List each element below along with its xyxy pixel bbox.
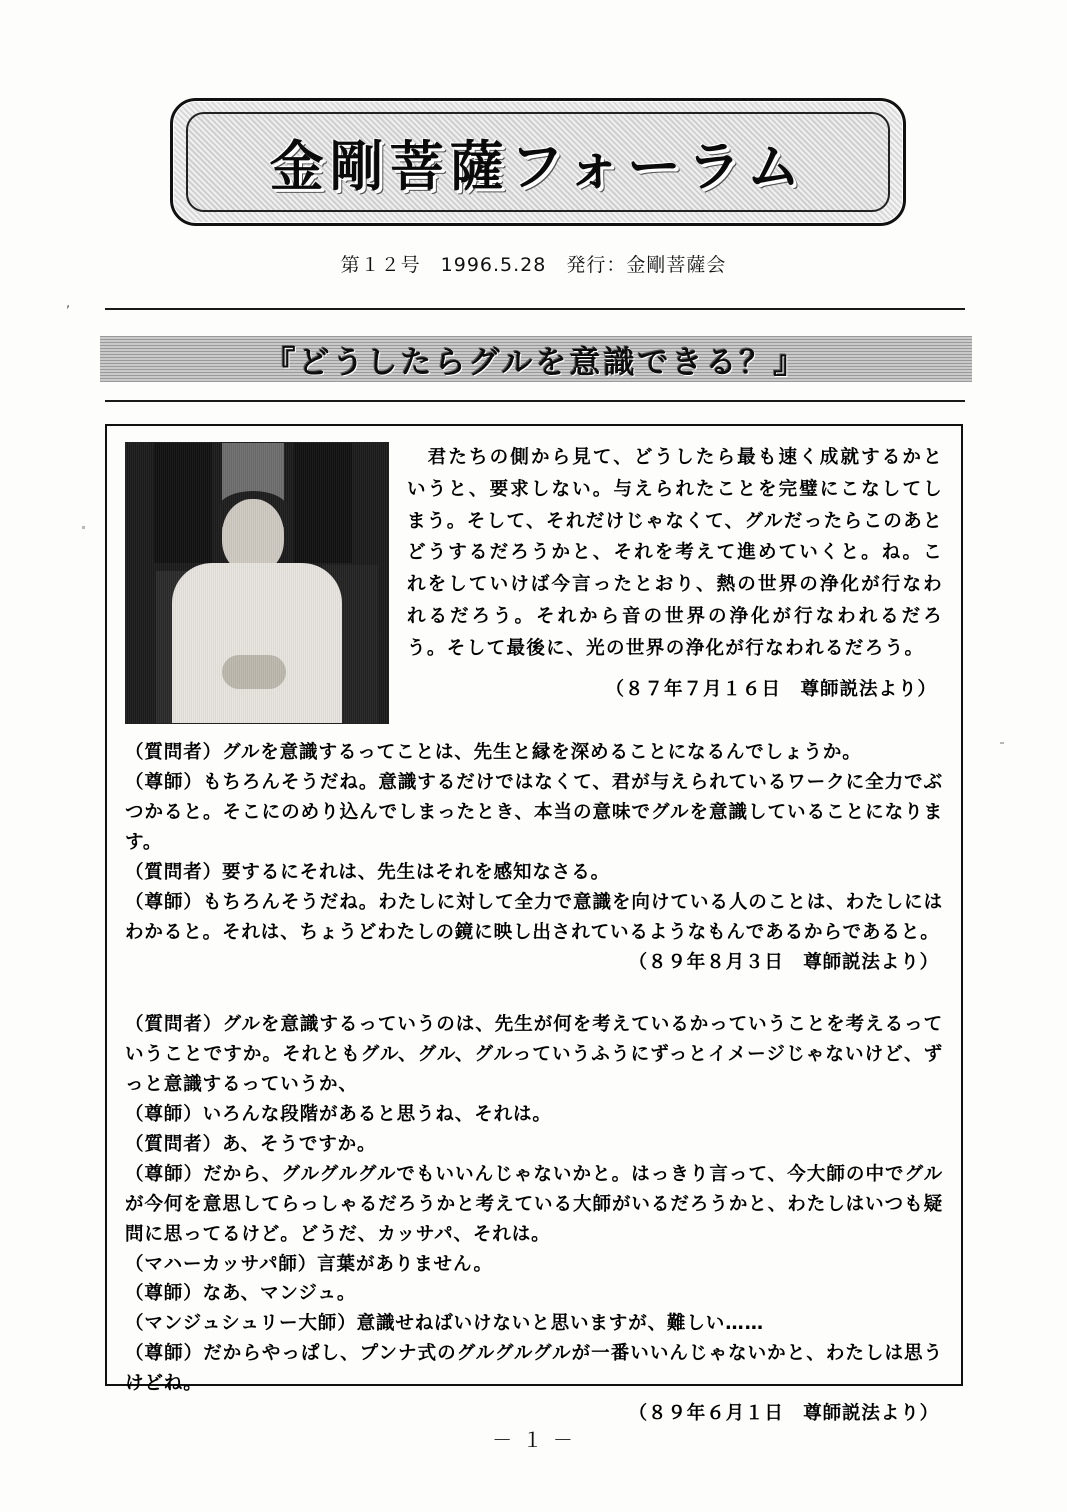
qa-line: （尊師）だから、グルグルグルでもいいんじゃないかと。はっきり言って、今大師の中でグルが今何を意思してらっしゃるだろうかと考えている大師がいるだろうかと、わたしはいつも疑問に思ってるけど。どうだ、カッサパ、それは。 — [125, 1163, 943, 1245]
publication-title: 金剛菩薩フォーラム — [269, 134, 807, 198]
qa-line: （尊師）もちろんそうだね。意識するだけではなくて、君が与えられているワークに全力でぶつかると。そこにのめり込んでしまったとき、本当の意味でグルを意識していることになります。 — [125, 771, 943, 853]
photo-figure-hands — [222, 655, 286, 689]
qa-line: （尊師）もちろんそうだね。わたしに対して全力で意識を向けている人のことは、わたしにはわかると。それは、ちょうどわたしの鏡に映し出されているようなもんであるからであると。 — [125, 891, 943, 943]
qa-line: （マハーカッサパ師）言葉がありません。 — [125, 1253, 493, 1275]
qa-line: （尊師）だからやっぱし、プンナ式のグルグルグルが一番いいんじゃないかと、わたしは思うけどね。 — [125, 1343, 943, 1395]
lead-paragraph: 君たちの側から見て、どうしたら最も速く成就するかというと、要求しない。与えられたことを完璧にこなしてしまう。そして、それだけじゃなくて、グルだったらこのあとどうするだろうかと、それを考えて進めていくと。ね。これをしていけば今言ったとおり、熱の世界の浄化が行なわれるだろう。それから音の世界の浄化が行なわれるだろう。そして最後に、光の世界の浄化が行なわれるだろう。 — [407, 447, 944, 659]
lead-section — [125, 442, 943, 724]
lead-attribution: （８７年７月１６日 尊師説法より） — [605, 678, 937, 700]
section-spacer — [125, 978, 943, 996]
photo-figure-head — [222, 499, 284, 573]
qa-line: （質問者）グルを意識するってことは、先生と縁を深めることになるんでしょうか。 — [125, 742, 862, 763]
qa-first-attribution: （８９年８月３日 尊師説法より） — [628, 951, 939, 973]
photo-drape-right — [294, 443, 352, 563]
headline-banner — [100, 336, 972, 382]
scan-speck — [82, 526, 85, 529]
qa-line: （マンジュシュリー大師）意識せねばいけないと思いますが、難しい…… — [125, 1313, 765, 1335]
qa-line: （尊師）いろんな段階があると思うね、それは。 — [125, 1103, 552, 1125]
divider-rule-top — [105, 308, 965, 310]
qa-line: （質問者）グルを意識するっていうのは、先生が何を考えているかっていうことを考えるっていうことですか。それともグル、グル、グルっていうふうにずっとイメージじゃないけど、ずっと意識するっていうか、 — [125, 1013, 943, 1095]
divider-rule-bottom — [105, 400, 965, 402]
qa-line: （尊師）なあ、マンジュ。 — [125, 1283, 357, 1305]
qa-block-second — [125, 1010, 943, 1430]
article-container — [105, 424, 963, 1425]
page-number: － １ － — [492, 1428, 575, 1452]
issue-info-line: 第１２号 1996.5.28 発行：金剛菩薩会 — [340, 254, 727, 276]
masthead-banner — [170, 98, 906, 226]
qa-line: （質問者）あ、そうですか。 — [125, 1133, 377, 1155]
scan-speck — [1000, 742, 1004, 744]
photo-drape-left — [154, 443, 212, 563]
qa-line: （質問者）要するにそれは、先生はそれを感知なさる。 — [125, 861, 611, 883]
photo-figure-body — [172, 563, 342, 723]
masthead-inner-frame — [186, 112, 890, 212]
qa-second-attribution: （８９年６月１日 尊師説法より） — [628, 1403, 939, 1425]
guru-photo — [125, 442, 389, 724]
lead-text-column — [407, 442, 943, 701]
headline-text: 『どうしたらグルを意識できる？』 — [264, 344, 808, 381]
scan-artifact-mark: , — [66, 296, 71, 311]
qa-block-first — [125, 738, 943, 978]
